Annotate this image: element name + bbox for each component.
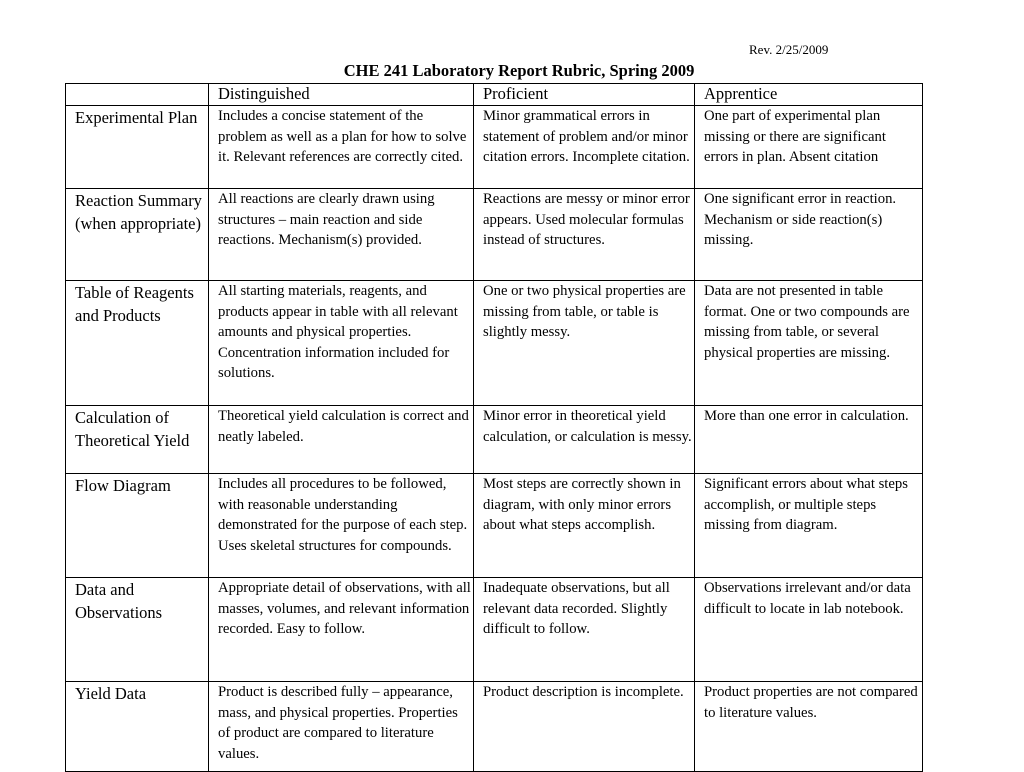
distinguished-cell: Includes all procedures to be followed, with reasonable understanding demonstrated for the purpose of each step. Uses skeletal structures for compounds. <box>209 474 474 578</box>
criterion-cell: Reaction Summary (when appropriate) <box>66 189 209 281</box>
criterion-cell: Flow Diagram <box>66 474 209 578</box>
document-title: CHE 241 Laboratory Report Rubric, Spring 2009 <box>343 61 695 80</box>
distinguished-cell: All starting materials, reagents, and products appear in table with all relevant amounts and physical properties. Concentration information included for solutions. <box>209 281 474 406</box>
proficient-cell: Inadequate observations, but all relevant data recorded. Slightly difficult to follow. <box>474 578 695 682</box>
proficient-cell: Minor error in theoretical yield calculation, or calculation is messy. <box>474 406 695 474</box>
header-criterion <box>66 84 209 106</box>
header-proficient: Proficient <box>474 84 695 106</box>
apprentice-cell: One significant error in reaction. Mechanism or side reaction(s) missing. <box>695 189 923 281</box>
table-row <box>66 682 923 772</box>
table-row <box>66 578 923 682</box>
proficient-cell: Reactions are messy or minor error appears. Used molecular formulas instead of structures. <box>474 189 695 281</box>
criterion-cell: Experimental Plan <box>66 106 209 189</box>
criterion-cell: Yield Data <box>66 682 209 772</box>
criterion-cell: Calculation of Theoretical Yield <box>66 406 209 474</box>
table-row <box>66 406 923 474</box>
distinguished-cell: Appropriate detail of observations, with all masses, volumes, and relevant information recorded. Easy to follow. <box>209 578 474 682</box>
proficient-cell: Product description is incomplete. <box>474 682 695 772</box>
proficient-cell: Most steps are correctly shown in diagram, with only minor errors about what steps accomplish. <box>474 474 695 578</box>
distinguished-cell: Product is described fully – appearance, mass, and physical properties. Properties of product are compared to literature values. <box>209 682 474 772</box>
revision-date: Rev. 2/25/2009 <box>749 42 829 57</box>
table-row <box>66 106 923 189</box>
table-row <box>66 474 923 578</box>
proficient-cell: One or two physical properties are missing from table, or table is slightly messy. <box>474 281 695 406</box>
criterion-cell: Table of Reagents and Products <box>66 281 209 406</box>
apprentice-cell: More than one error in calculation. <box>695 406 923 474</box>
distinguished-cell: All reactions are clearly drawn using structures – main reaction and side reactions. Mechanism(s) provided. <box>209 189 474 281</box>
apprentice-cell: Data are not presented in table format. One or two compounds are missing from table, or several physical properties are missing. <box>695 281 923 406</box>
table-row <box>66 281 923 406</box>
apprentice-cell: Significant errors about what steps accomplish, or multiple steps missing from diagram. <box>695 474 923 578</box>
rubric-table <box>65 83 923 772</box>
apprentice-cell: Observations irrelevant and/or data difficult to locate in lab notebook. <box>695 578 923 682</box>
proficient-cell: Minor grammatical errors in statement of problem and/or minor citation errors. Incomplete citation. <box>474 106 695 189</box>
distinguished-cell: Includes a concise statement of the problem as well as a plan for how to solve it. Relevant references are correctly cited. <box>209 106 474 189</box>
table-row <box>66 189 923 281</box>
header-row <box>66 84 923 106</box>
header-apprentice: Apprentice <box>695 84 923 106</box>
distinguished-cell: Theoretical yield calculation is correct and neatly labeled. <box>209 406 474 474</box>
apprentice-cell: One part of experimental plan missing or there are significant errors in plan. Absent citation <box>695 106 923 189</box>
apprentice-cell: Product properties are not compared to literature values. <box>695 682 923 772</box>
criterion-cell: Data and Observations <box>66 578 209 682</box>
header-distinguished: Distinguished <box>209 84 474 106</box>
